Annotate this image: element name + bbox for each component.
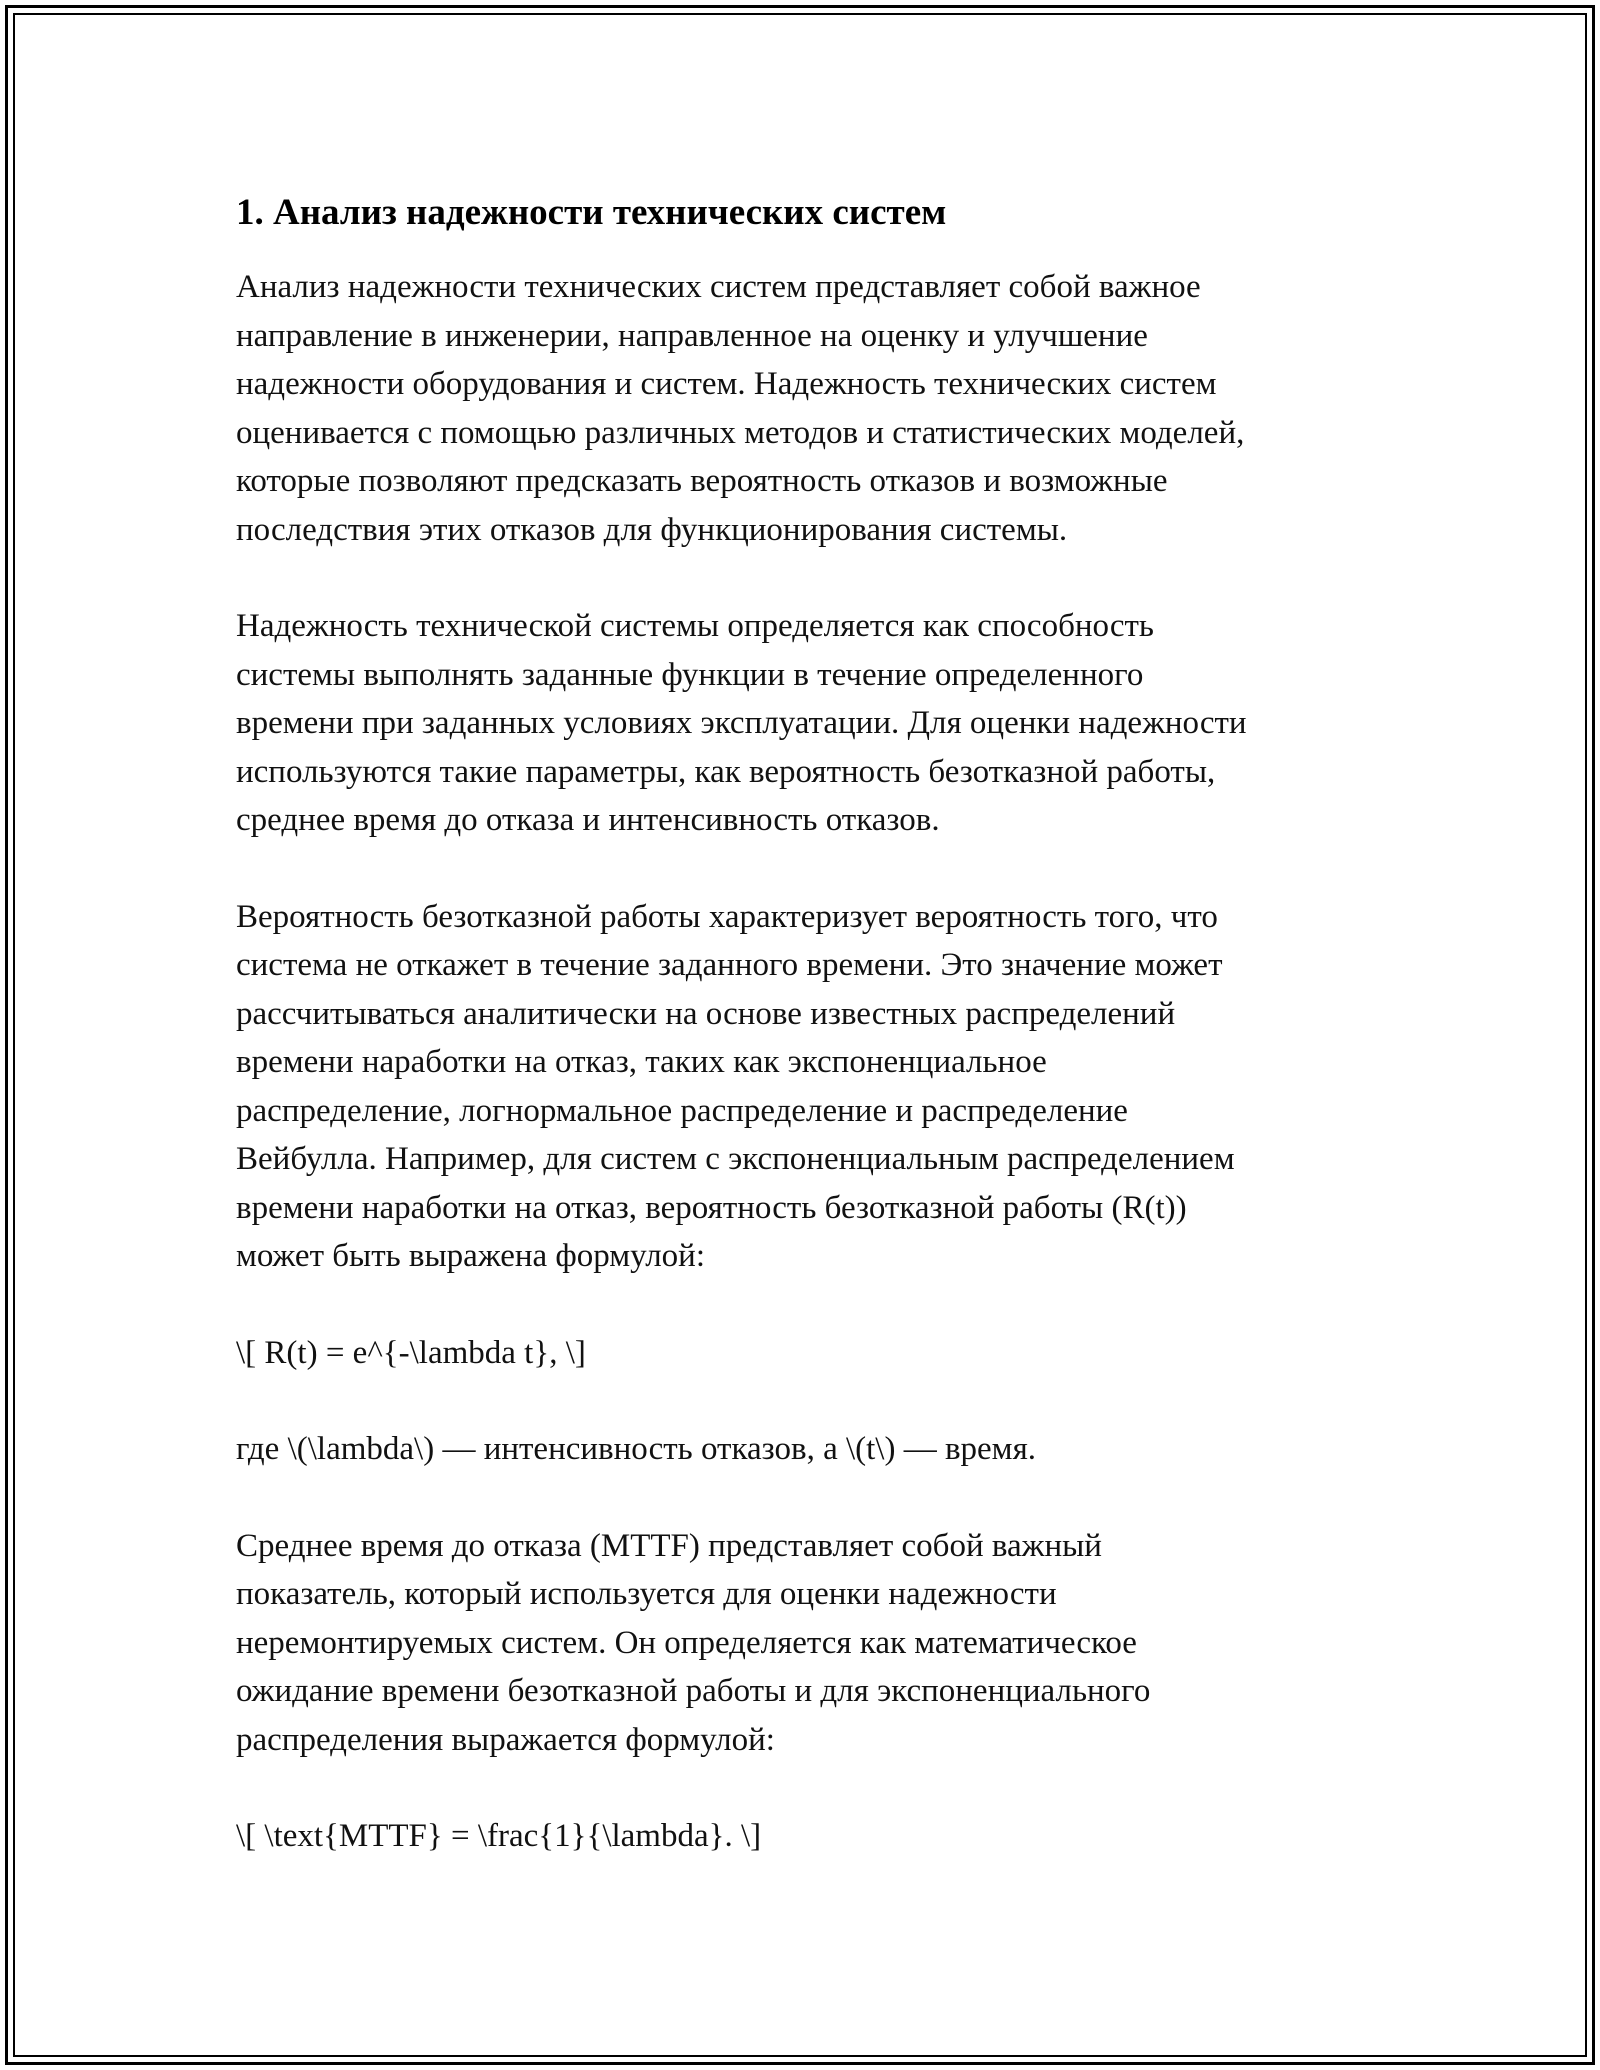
text-line: может быть выражена формулой: xyxy=(236,1238,706,1274)
paragraph-reliability-definition xyxy=(236,602,1386,845)
paragraph-mttf xyxy=(236,1522,1386,1765)
text-line: которые позволяют предсказать вероятность отказов и возможные xyxy=(236,463,1168,499)
text-line: оценивается с помощью различных методов и статистических моделей, xyxy=(236,414,1245,451)
section-heading: 1. Анализ надежности технических систем xyxy=(236,192,947,233)
text-line: система не откажет в течение заданного времени. Это значение может xyxy=(236,947,1223,983)
paragraph-failure-free-probability xyxy=(236,893,1386,1281)
text-line: времени наработки на отказ, вероятность безотказной работы (R(t)) xyxy=(236,1189,1187,1226)
text-line: последствия этих отказов для функционирования системы. xyxy=(236,511,1068,548)
text-line: системы выполнять заданные функции в течение определенного xyxy=(236,656,1144,693)
text-line: неремонтируемых систем. Он определяется как математическое xyxy=(236,1624,1137,1661)
text-line: надежности оборудования и систем. Надежность технических систем xyxy=(236,366,1217,402)
formula-mttf: \[ \text{MTTF} = \frac{1}{\lambda}. \] xyxy=(236,1818,762,1854)
text-line: направление в инженерии, направленное на оценку и улучшение xyxy=(236,317,1148,354)
text-line: времени наработки на отказ, таких как экспоненциальное xyxy=(236,1044,1047,1080)
formula-reliability: \[ R(t) = e^{-\lambda t}, \] xyxy=(236,1334,586,1371)
text-line: Надежность технической системы определяется как способность xyxy=(236,608,1154,644)
text-line: среднее время до отказа и интенсивность отказов. xyxy=(236,802,940,838)
text-line: времени при заданных условиях эксплуатации. Для оценки надежности xyxy=(236,705,1247,741)
text-line: Вероятность безотказной работы характеризует вероятность того, что xyxy=(236,898,1218,935)
paragraph-reliability-intro xyxy=(236,263,1386,554)
text-line: распределение, логнормальное распределение и распределение xyxy=(236,1092,1128,1129)
text-line: Вейбулла. Например, для систем с экспоненциальным распределением xyxy=(236,1141,1235,1177)
formula-legend: где \(\lambda\) — интенсивность отказов, а \(t\) — время. xyxy=(236,1431,1036,1467)
text-line: распределения выражается формулой: xyxy=(236,1721,775,1758)
text-line: ожидание времени безотказной работы и для экспоненциального xyxy=(236,1673,1151,1709)
text-line: используются такие параметры, как вероятность безотказной работы, xyxy=(236,753,1216,790)
document-body xyxy=(236,188,1386,1861)
text-line: Анализ надежности технических систем представляет собой важное xyxy=(236,269,1201,305)
text-line: рассчитываться аналитически на основе известных распределений xyxy=(236,995,1176,1032)
text-line: Среднее время до отказа (MTTF) представляет собой важный xyxy=(236,1527,1102,1564)
text-line: показатель, который используется для оценки надежности xyxy=(236,1576,1057,1612)
